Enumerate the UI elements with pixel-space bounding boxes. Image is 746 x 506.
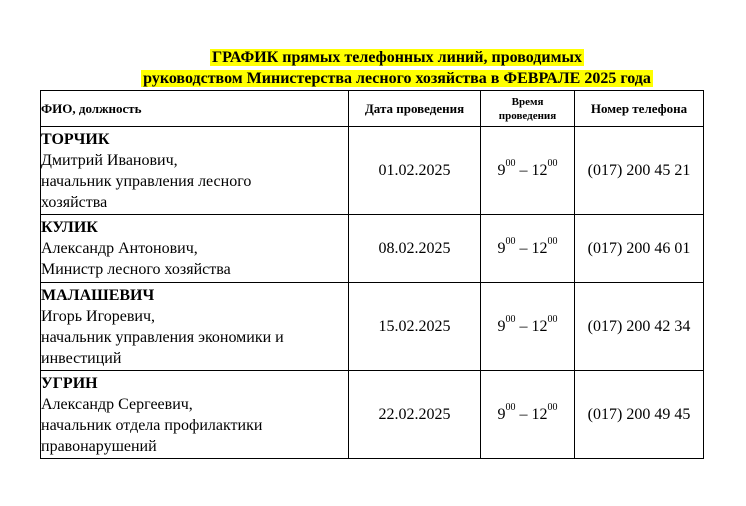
person-cell xyxy=(41,215,349,283)
header-phone: Номер телефона xyxy=(575,91,704,127)
header-date: Дата проведения xyxy=(349,91,481,127)
position-line: начальник управления экономики и xyxy=(41,328,284,346)
person-name: Игорь Игоревич, xyxy=(41,307,155,325)
person-name: Дмитрий Иванович, xyxy=(41,151,178,169)
surname: ТОРЧИК xyxy=(41,130,110,148)
table-row xyxy=(41,215,704,283)
header-row xyxy=(41,91,704,127)
person-name: Александр Сергеевич, xyxy=(41,395,193,413)
person-cell xyxy=(41,283,349,371)
person-cell xyxy=(41,371,349,459)
date-cell: 08.02.2025 xyxy=(349,215,481,283)
title-line-1: ГРАФИК прямых телефонных линий, проводимых xyxy=(212,49,582,66)
time-cell: $9^{00} - 12^{00}$ xyxy=(481,215,575,283)
date-cell: 01.02.2025 xyxy=(349,127,481,215)
position-line: начальник отдела профилактики xyxy=(41,416,263,434)
position-line: хозяйства xyxy=(41,193,108,211)
phone-cell: (017) 200 42 34 xyxy=(575,283,704,371)
time-cell: $9^{00} - 12^{00}$ xyxy=(481,371,575,459)
table-row xyxy=(41,371,704,459)
person-name: Александр Антонович, xyxy=(41,240,198,257)
date-cell: 22.02.2025 xyxy=(349,371,481,459)
position-line: инвестиций xyxy=(41,349,122,367)
header-fio: ФИО, должность xyxy=(41,91,349,127)
phone-cell: (017) 200 45 21 xyxy=(575,127,704,215)
table-row xyxy=(41,283,704,371)
position-line: правонарушений xyxy=(41,437,157,455)
surname: КУЛИК xyxy=(41,219,98,236)
time-cell: $9^{00} - 12^{00}$ xyxy=(481,283,575,371)
phone-cell: (017) 200 46 01 xyxy=(575,215,704,283)
surname: УГРИН xyxy=(41,374,98,392)
header-time: Время проведения xyxy=(481,91,575,127)
person-cell xyxy=(41,127,349,215)
surname: МАЛАШЕВИЧ xyxy=(41,286,155,304)
position-line: начальник управления лесного xyxy=(41,172,252,190)
phone-cell: (017) 200 49 45 xyxy=(575,371,704,459)
table-row xyxy=(41,127,704,215)
schedule-table xyxy=(40,90,704,459)
title-line-2: руководством Министерства лесного хозяйства в ФЕВРАЛЕ 2025 года xyxy=(143,70,651,87)
position-line: Министр лесного хозяйства xyxy=(41,261,231,278)
date-cell: 15.02.2025 xyxy=(349,283,481,371)
time-cell: $9^{00} - 12^{00}$ xyxy=(481,127,575,215)
